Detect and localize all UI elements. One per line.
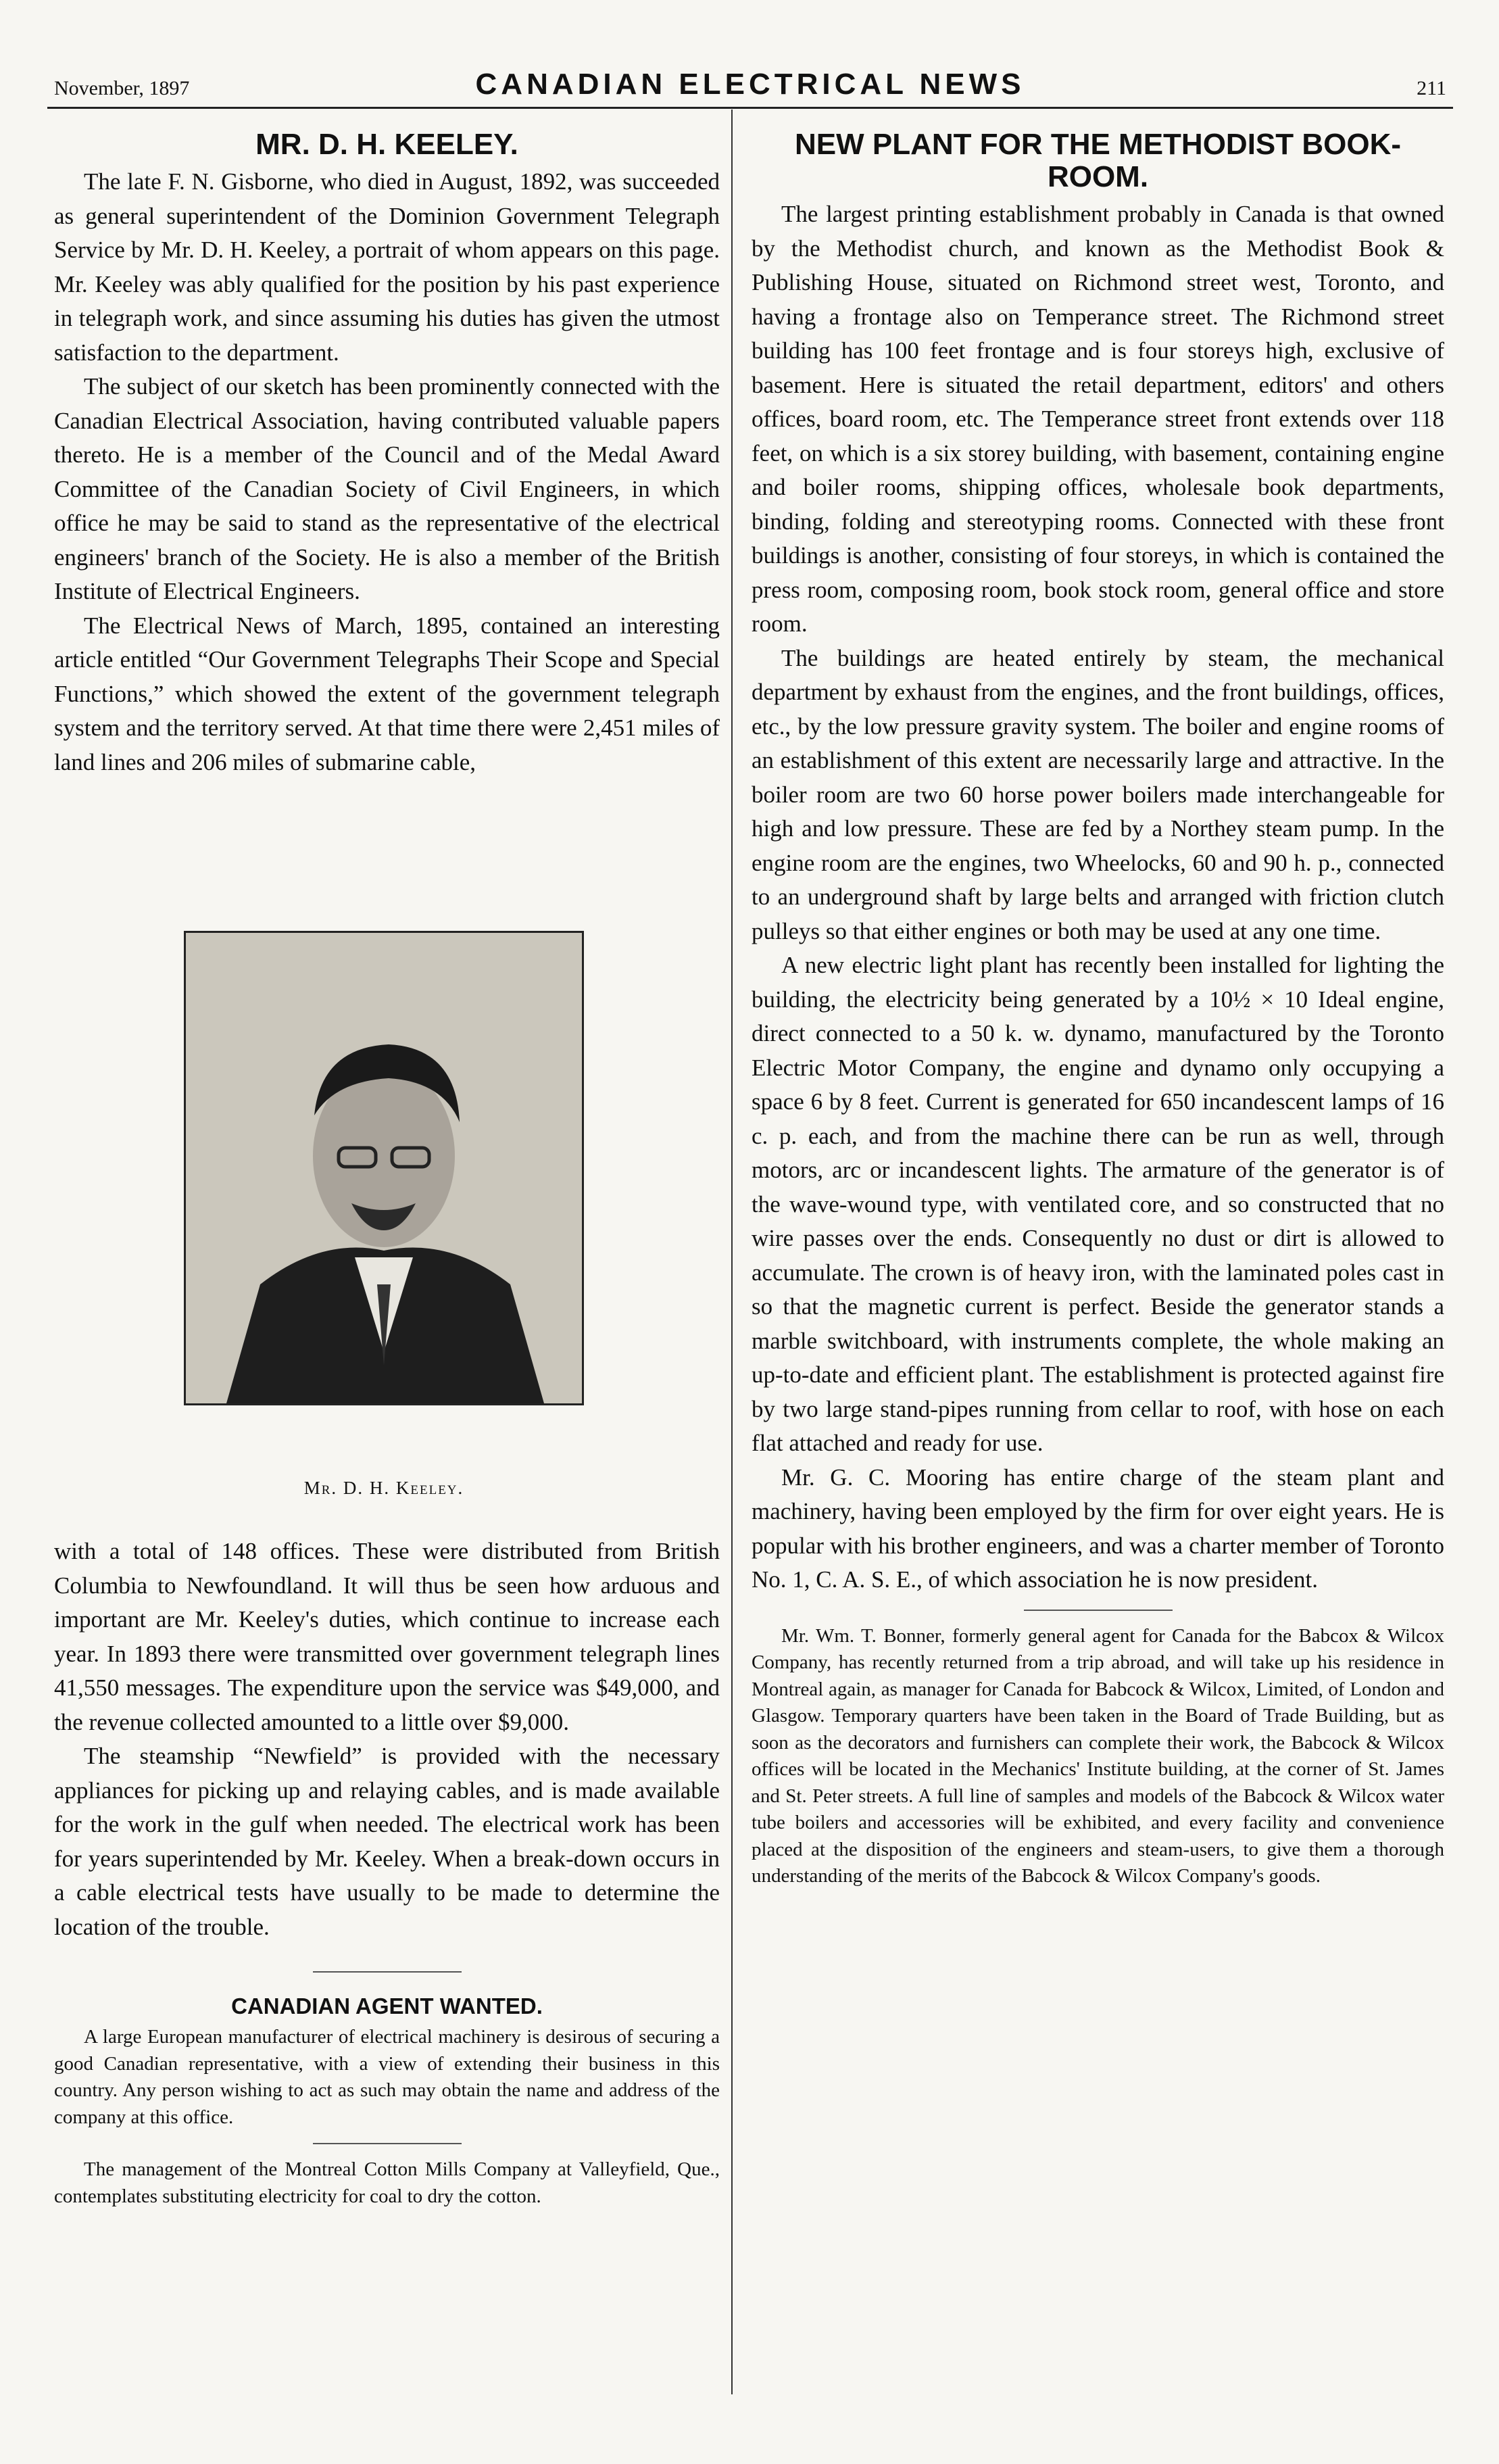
article-title-keeley: MR. D. H. KEELEY. xyxy=(255,128,518,161)
paragraph: The late F. N. Gisborne, who died in August, 1892, was succeeded as general superintendent of the Dominion Government Telegraph Service by Mr. D. H. Keeley, a portrait of whom appears on this page. Mr. Keeley was ably qualified for the position by his past experience in telegraph work, and since assuming his duties has given the utmost satisfaction to the department. xyxy=(54,168,720,366)
column-divider xyxy=(731,110,733,2394)
paragraph: The steamship “Newfield” is provided with the necessary appliances for picking up and relaying cables, and is made available for the work in the gulf when needed. The electrical work has been for years superintended by Mr. Keeley. When a break-down occurs in a cable electrical tests have usually to be made to determine the location of the trouble. xyxy=(54,1743,720,1940)
portrait-image xyxy=(184,931,584,1405)
portrait-caption: Mr. D. H. Keeley. xyxy=(303,1478,464,1498)
page-number: 211 xyxy=(1417,77,1446,99)
paragraph: with a total of 148 offices. These were distributed from British Columbia to Newfoundland. It will thus be seen how arduous and important are Mr. Keeley's duties, which continue to increase each year. In 1893 there were transmitted over government telegraph lines 41,550 messages. The expenditure upon the service was $49,000, and the revenue collected amounted to a little over $9,000. xyxy=(54,1538,720,1735)
notice-cotton-mills: The management of the Montreal Cotton Mills Company at Valleyfield, Que., contemplates substituting electricity for coal to dry the cotton. xyxy=(54,2158,720,2207)
right-column xyxy=(752,128,1444,1890)
separator xyxy=(313,1971,462,1973)
left-column-bottom xyxy=(54,1535,720,2210)
issue-date: November, 1897 xyxy=(54,77,190,99)
page-header xyxy=(47,62,1453,110)
notice-title-agent: CANADIAN AGENT WANTED. xyxy=(231,1994,543,2019)
article-title-methodist: NEW PLANT FOR THE METHODIST BOOK-ROOM. xyxy=(794,128,1402,193)
paragraph: The buildings are heated entirely by steam, the mechanical department by exhaust from the engines, and the front buildings, offices, etc., by the low pressure gravity system. The boiler and engine rooms of an establishment of this extent are necessarily large and attractive. In the boiler room are two 60 horse power boilers made interchangeable for high and low pressure. These are fed by a Northey steam pump. In the engine room are the engines, two Wheelocks, 60 and 90 h. p., connected to an underground shaft by large belts and arranged with friction clutch pulleys so that either engines or both may be used at any one time. xyxy=(752,644,1444,944)
header-rule xyxy=(47,107,1453,109)
paragraph: Mr. G. C. Mooring has entire charge of the steam plant and machinery, having been employed by the firm for over eight years. He is popular with his brother engineers, and was a charter member of Toronto No. 1, C. A. S. E., of which association he is now president. xyxy=(752,1464,1444,1593)
paragraph: The Electrical News of March, 1895, contained an interesting article entitled “Our Government Telegraphs Their Scope and Special Functions,” which showed the extent of the government telegraph system and the territory served. At that time there were 2,451 miles of land lines and 206 miles of submarine cable, xyxy=(54,612,720,775)
notice-bonner: Mr. Wm. T. Bonner, formerly general agent for Canada for the Babcox & Wilcox Company, has recently returned from a trip abroad, and will take up his residence in Montreal again, as manager for Canada for Babcock & Wilcox, Limited, of London and Glasgow. Temporary quarters have been taken in the Board of Trade Building, but as soon as the decorators and furnishers can complete their work, the Babcock & Wilcox offices will be located in the Mechanics' Institute building, at the corner of St. James and St. Peter streets. A full line of samples and models of the Babcock & Wilcox water tube boilers and accessories will be exhibited, and every facility and convenience placed at the disposition of the engineers and steam-users, to give them a thorough understanding of the merits of the Babcock & Wilcox Company's goods. xyxy=(752,1624,1444,1887)
masthead: CANADIAN ELECTRICAL NEWS xyxy=(475,68,1025,101)
paragraph: The largest printing establishment probably in Canada is that owned by the Methodist church, and known as the Methodist Book & Publishing House, situated on Richmond street west, Toronto, and having a frontage also on Temperance street. The Richmond street building has 100 feet frontage and is four storeys high, exclusive of basement. Here is situated the retail department, editors' and others offices, board room, etc. The Temperance street front extends over 118 feet, on which is a six storey building, with basement, containing engine and boiler rooms, shipping offices, wholesale book departments, binding, folding and stereotyping rooms. Connected with these front buildings is another, consisting of four storeys, in which is contained the press room, composing room, book stock room, general office and store room. xyxy=(752,201,1444,637)
portrait-engraving xyxy=(186,933,582,1403)
paragraph: A new electric light plant has recently been installed for lighting the building, the electricity being generated by a 10½ × 10 Ideal engine, direct connected to a 50 k. w. dynamo, manufactured by the Toronto Electric Motor Company, the engine and dynamo only occupying a space 6 by 8 feet. Current is generated for 650 incandescent lamps of 16 c. p. each, and from the machine there can be run as well, through motors, arc or incandescent lights. The armature of the generator is of the wave-wound type, with ventilated core, and so constructed that no wire passes over the ends. Consequently no dust or dirt is allowed to accumulate. The crown is of heavy iron, with the laminated poles cast in so that the magnetic current is perfect. Beside the generator stands a marble switchboard, with instruments complete, the whole making an up-to-date and efficient plant. The establishment is protected against fire by two large stand-pipes running from cellar to roof, with hose on each flat attached and ready for use. xyxy=(752,952,1444,1456)
separator xyxy=(313,2143,462,2144)
left-column-top xyxy=(54,128,720,779)
notice-agent: A large European manufacturer of electrical machinery is desirous of securing a good Canadian representative, with a view of extending their business in this country. Any person wishing to act as such may obtain the name and address of the company at this office. xyxy=(54,2026,720,2128)
separator xyxy=(1024,1610,1173,1611)
paragraph: The subject of our sketch has been prominently connected with the Canadian Electrical Association, having contributed valuable papers thereto. He is a member of the Council and of the Medal Award Committee of the Canadian Society of Civil Engineers, in which office he may be said to stand as the representative of the electrical engineers' branch of the Society. He is also a member of the British Institute of Electrical Engineers. xyxy=(54,373,720,604)
